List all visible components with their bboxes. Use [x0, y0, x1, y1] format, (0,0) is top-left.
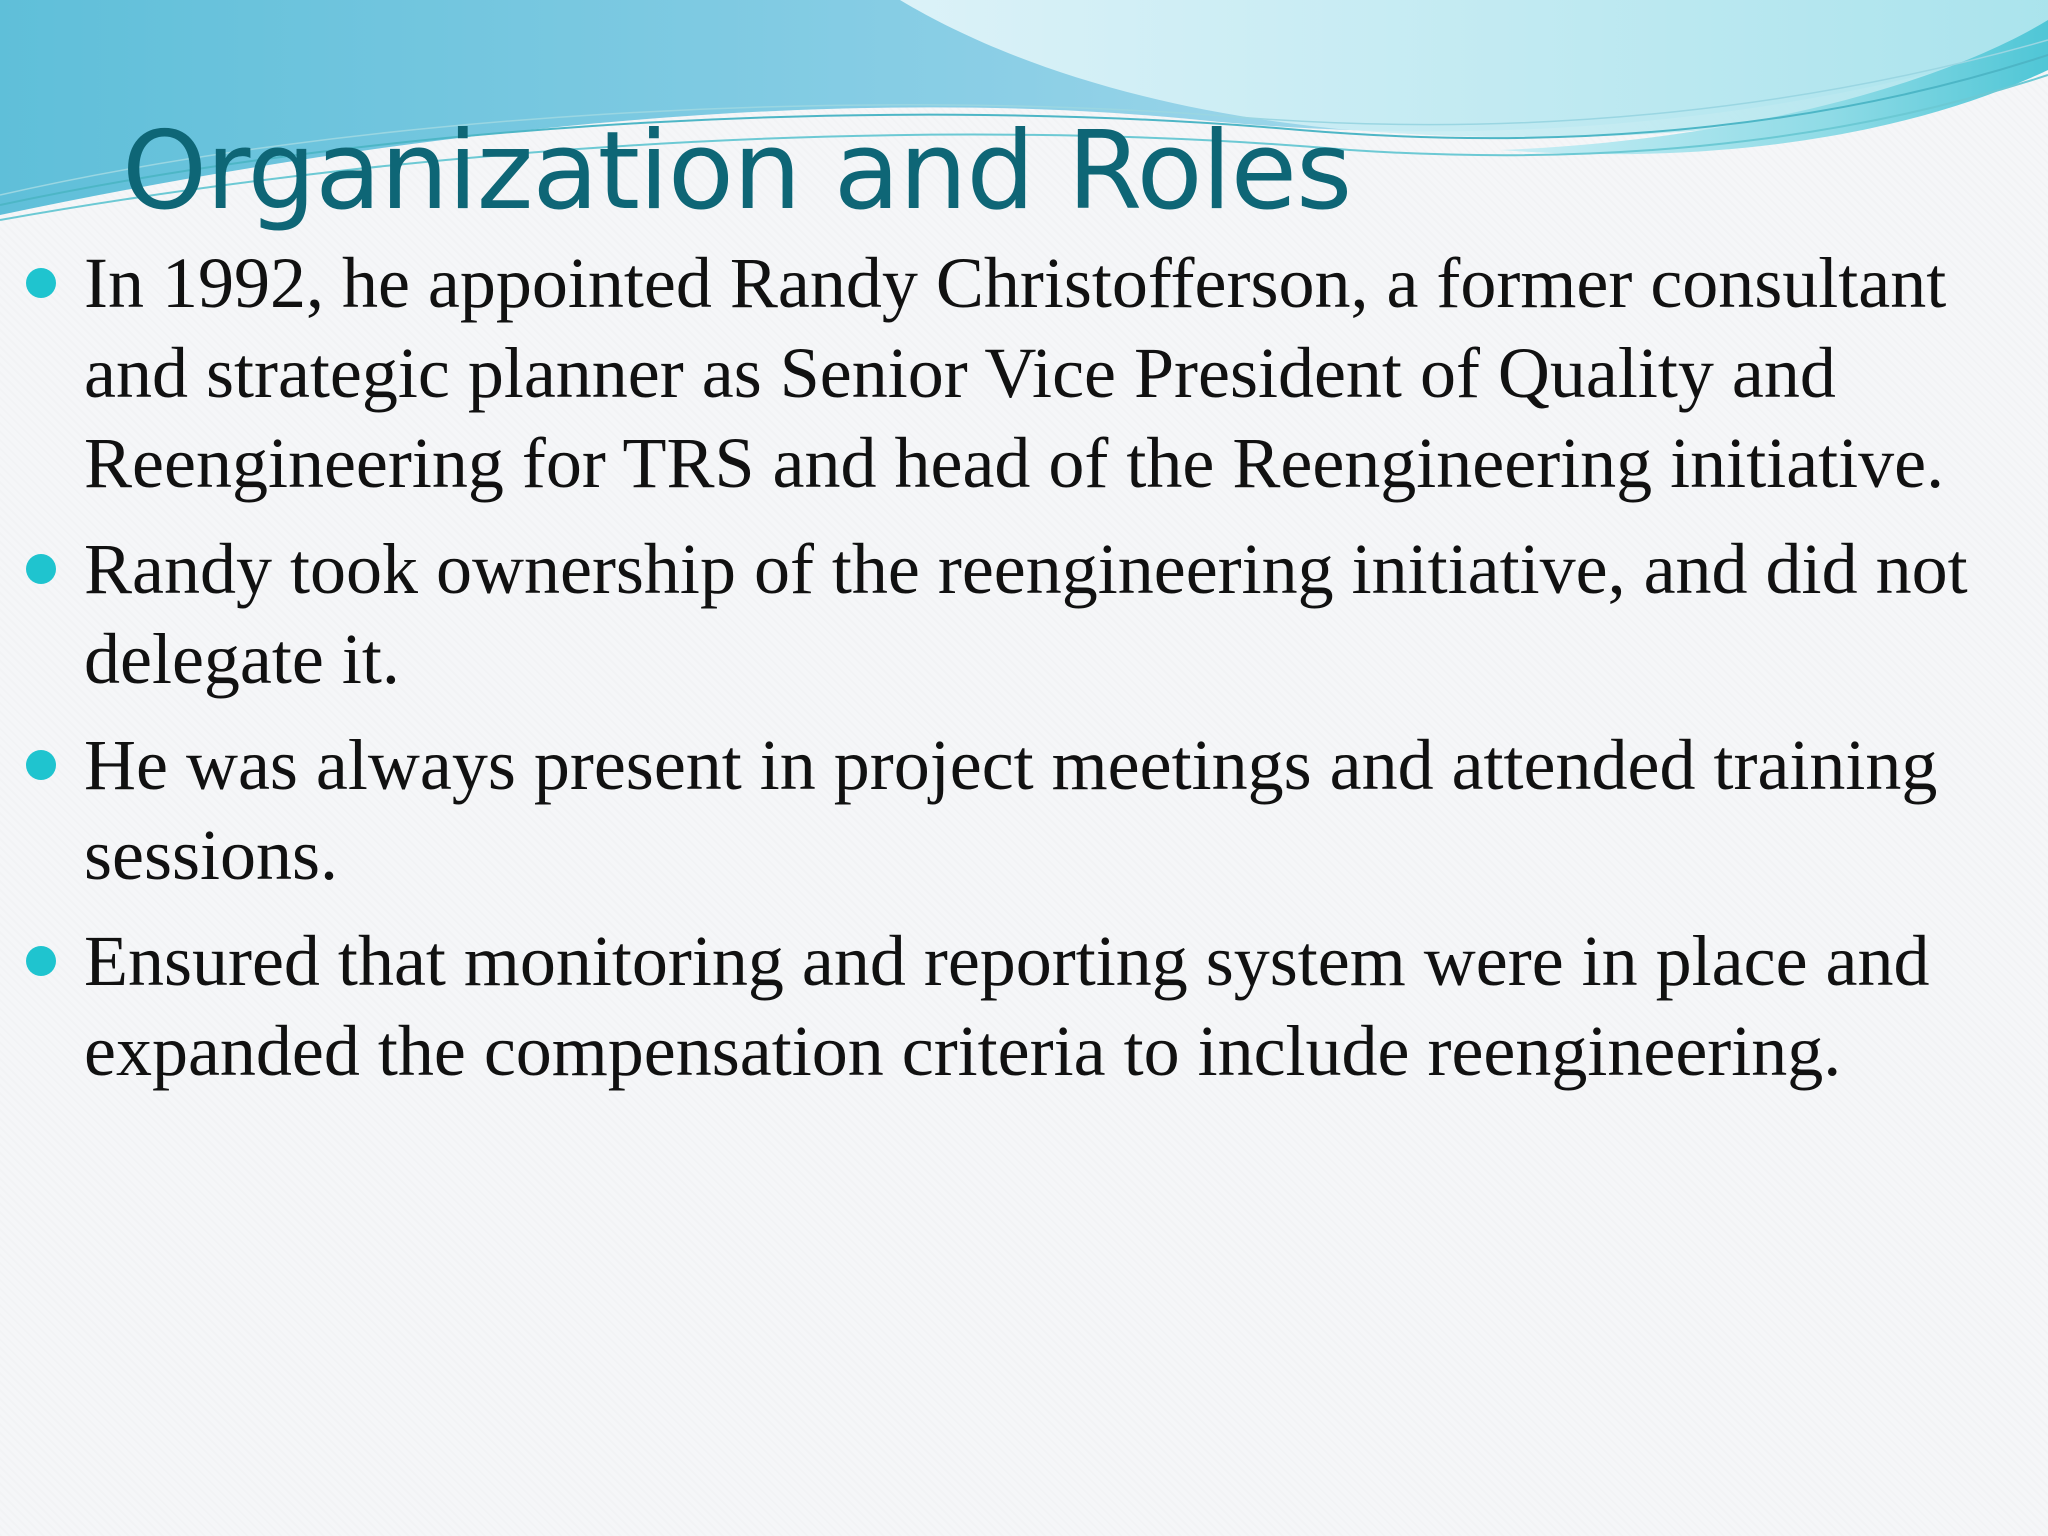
bullet-text: He was always present in project meetings and attended training sessions.	[84, 725, 1938, 895]
bullet-text: Randy took ownership of the reengineering initiative, and did not delegate it.	[84, 529, 1968, 699]
bullet-dot-icon	[26, 268, 56, 298]
bullet-item	[84, 524, 2004, 704]
bullet-text: Ensured that monitoring and reporting system were in place and expanded the compensation criteria to include reengineering.	[84, 921, 1930, 1091]
bullet-item	[84, 238, 2004, 508]
bullet-dot-icon	[26, 946, 56, 976]
bullet-item	[84, 720, 2004, 900]
slide-title: Organization and Roles	[122, 109, 1352, 234]
bullet-list	[84, 238, 2004, 1112]
bullet-dot-icon	[26, 554, 56, 584]
bullet-dot-icon	[26, 750, 56, 780]
bullet-text: In 1992, he appointed Randy Christofferson, a former consultant and strategic planner as Senior Vice President of Quality and Reengineering for TRS and head of the Reengineering initiative.	[84, 243, 1947, 503]
bullet-item	[84, 916, 2004, 1096]
